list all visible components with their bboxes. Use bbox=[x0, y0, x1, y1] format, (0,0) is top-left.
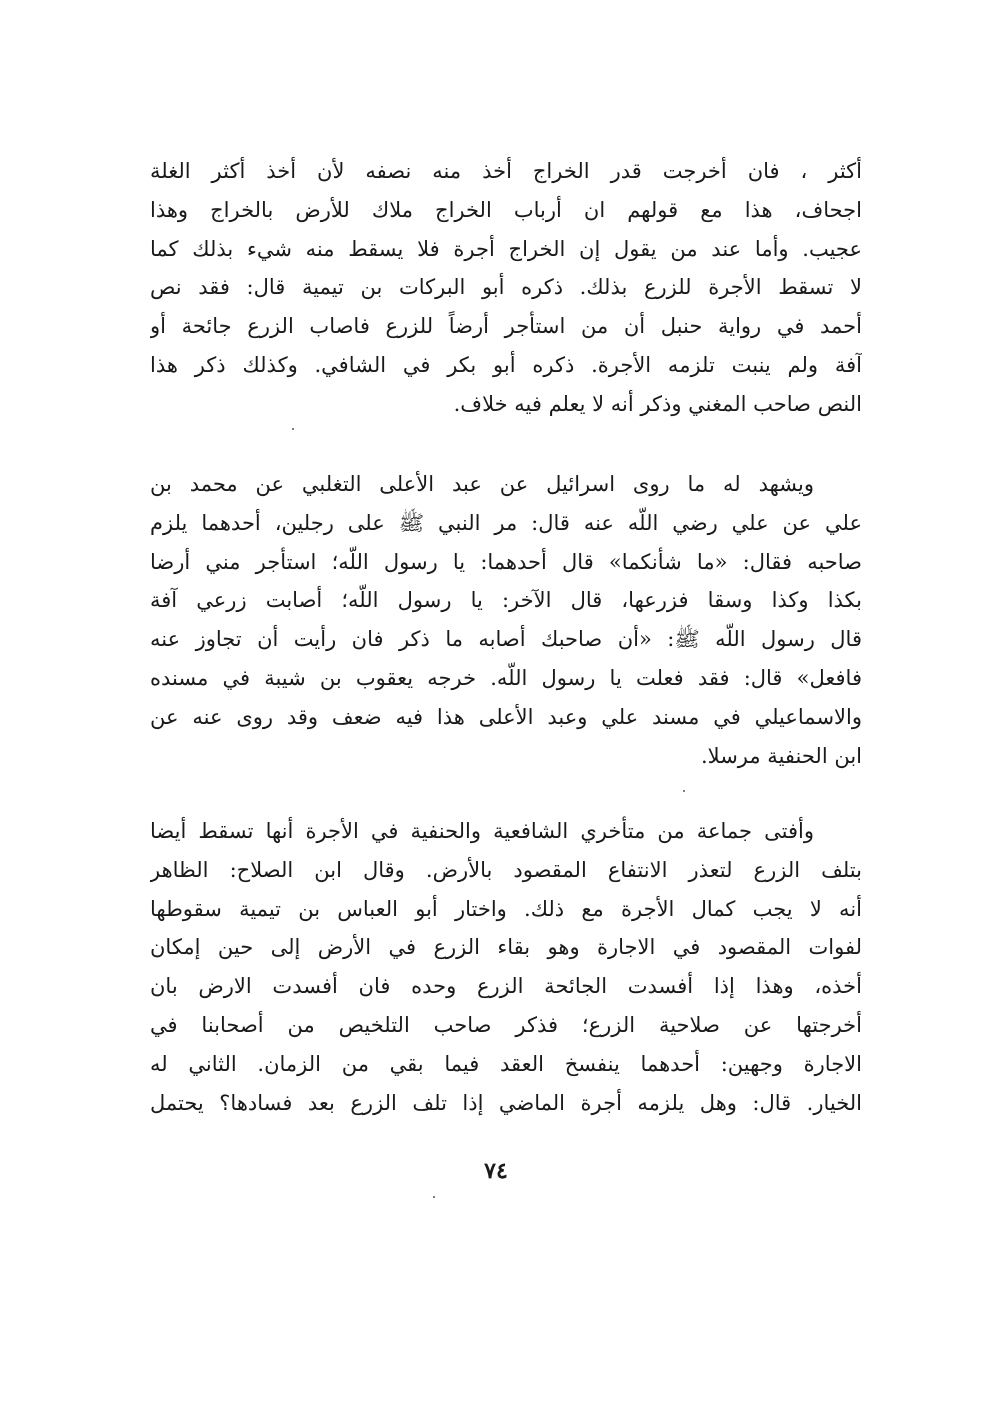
text-line: فافعل» قال: فقد فعلت يا رسول اللّه. خرجه يعقوب بن شيبة في مسنده bbox=[150, 665, 862, 690]
text-line: بكذا وكذا وسقا فزرعها، قال الآخر: يا رسول اللّه؛ أصابت زرعي آفة bbox=[150, 588, 862, 613]
text-line: ابن الحنفية مرسلا. bbox=[701, 743, 862, 768]
text-line: بتلف الزرع لتعذر الانتفاع المقصود بالأرض. وقال ابن الصلاح: الظاهر bbox=[150, 857, 862, 882]
text-line: علي عن علي رضي اللّه عنه قال: مر النبي ﷺ على رجلين، أحدهما يلزم bbox=[150, 510, 862, 535]
text-line: أنه لا يجب كمال الأجرة مع ذلك. واختار أبو العباس بن تيمية سقوطها bbox=[150, 896, 862, 921]
text-line: والاسماعيلي في مسند علي وعبد الأعلى هذا فيه ضعف وقد روى عنه عن bbox=[150, 704, 862, 729]
text-line: قال رسول اللّه ﷺ: «أن صاحبك أصابه ما ذكر فان رأيت أن تجاوز عنه bbox=[150, 627, 862, 652]
text-line: أخذه، وهذا إذا أفسدت الجائحة الزرع وحده فان أفسدت الارض بان bbox=[150, 974, 862, 999]
paragraph-3 bbox=[150, 812, 862, 1122]
text-line: ويشهد له ما روى اسرائيل عن عبد الأعلى التغلبي عن محمد بن bbox=[150, 472, 814, 496]
text-line: صاحبه فقال: «ما شأنكما» قال أحدهما: يا رسول اللّه؛ استأجر مني أرضا bbox=[150, 549, 862, 574]
text-line: عجيب. وأما عند من يقول إن الخراج أجرة فلا يسقط منه شيء بذلك كما bbox=[150, 236, 862, 261]
text-line: الاجارة وجهين: أحدهما ينفسخ العقد فيما بقي من الزمان. الثاني له bbox=[150, 1051, 862, 1076]
text-line: أكثر ، فان أخرجت قدر الخراج أخذ منه نصفه لأن أخذ أكثر الغلة bbox=[150, 159, 862, 183]
text-line: أخرجتها عن صلاحية الزرع؛ فذكر صاحب التلخيص من أصحابنا في bbox=[150, 1012, 862, 1037]
text-line: أحمد في رواية حنبل أن من استأجر أرضاً للزرع فاصاب الزرع جائحة أو bbox=[150, 314, 862, 339]
text-line: اجحاف، هذا مع قولهم ان أرباب الخراج ملاك للأرض بالخراج وهذا bbox=[150, 197, 862, 222]
text-line: النص صاحب المغني وذكر أنه لا يعلم فيه خلاف. bbox=[453, 391, 862, 416]
text-line: لفوات المقصود في الاجارة وهو بقاء الزرع في الأرض إلى حين إمكان bbox=[150, 935, 862, 960]
scan-speck bbox=[292, 428, 294, 430]
text-line: آفة ولم ينبت تلزمه الأجرة. ذكره أبو بكر في الشافي. وكذلك ذكر هذا bbox=[150, 352, 862, 377]
text-line: الخيار. قال: وهل يلزمه أجرة الماضي إذا تلف الزرع بعد فسادها؟ يحتمل bbox=[150, 1090, 862, 1115]
paragraph-2 bbox=[150, 465, 862, 775]
text-line: وأفتى جماعة من متأخري الشافعية والحنفية في الأجرة أنها تسقط أيضا bbox=[150, 819, 814, 843]
text-line: لا تسقط الأجرة للزرع بذلك. ذكره أبو البركات بن تيمية قال: فقد نص bbox=[150, 275, 862, 300]
paragraph-1 bbox=[150, 152, 862, 424]
page-number: ٧٤ bbox=[484, 1158, 508, 1184]
scan-speck bbox=[433, 1196, 435, 1198]
scan-speck bbox=[683, 790, 685, 792]
